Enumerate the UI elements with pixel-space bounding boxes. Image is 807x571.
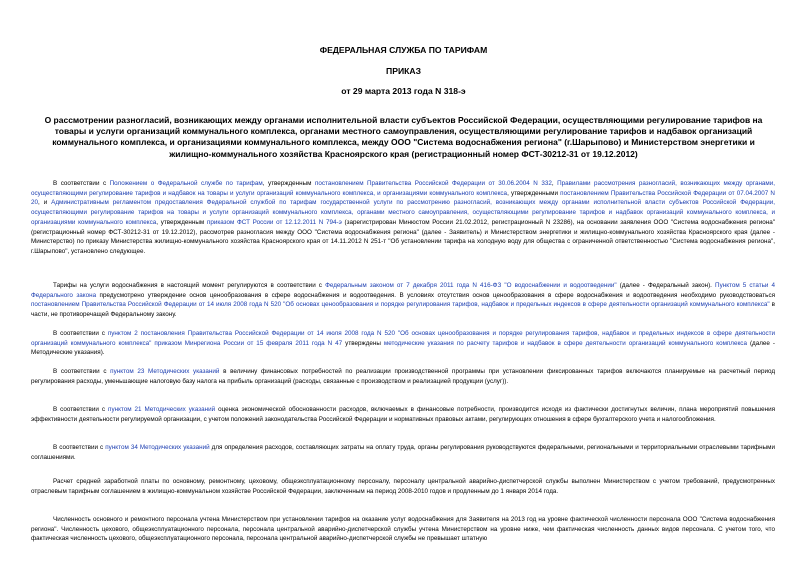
paragraph-text: В соответствии с bbox=[53, 330, 108, 337]
paragraph-text: , bbox=[551, 180, 558, 187]
paragraph-text: Численность основного и ремонтного персонала учтена Министерством при установлении тарифов на оказание услуг водоснабжения для Заявителя на 2013 год на уровне фактической численности персонала ООО "Система водоснабжения региона". Численность цехового, общеэксплуатационного персонала, персонала центральной аварийно-диспетчерской службы учтена Министерством на уровне ниже, чем фактическая численность данных видов персонала. С учетом того, что фактическая численность цехового, общеэксплуатационного персонала, персонала центральной аварийно-диспетчерской службы не превышает штатную bbox=[31, 516, 775, 543]
document-link[interactable]: приказом Минрегиона России от 15 февраля 2011 года N 47 bbox=[154, 339, 343, 347]
paragraph-1 bbox=[31, 179, 775, 257]
paragraph-text: оценка экономической обоснованности расходов, включаемых в финансовые потребности, производится исходя из фактически достигнутых величин, плана мероприятий повышения эффективности деятельности регулируемой организации, с учетом положений законодательства Российской Федерации и нормативных правовых актами, регулирующих отношения в сфере бухгалтерского учета и налогообложения. bbox=[31, 406, 775, 423]
paragraph-text: , и bbox=[38, 199, 52, 207]
document-link[interactable]: методические указания по расчету тарифов и надбавок в сфере деятельности организаций коммунального комплекса bbox=[383, 339, 747, 347]
doc-date-number: от 29 марта 2013 года N 318-э bbox=[341, 86, 466, 96]
document-link[interactable]: пунктом 2 постановления Правительства Российской Федерации от 14 июля 2008 года N 520 "Об основах ценообразования и порядке регулирования тарифов, надбавок и предельных индексов в сфере деятельности организаций коммунального комплекса" bbox=[31, 330, 775, 347]
paragraph-text: , утвержденным bbox=[156, 218, 207, 226]
paragraph-text: предусмотрено утверждение основ ценообразования в сфере водоснабжения и водоотведения. В условиях отсутствия основ ценообразования в сфере водоснабжения и водоотведения необходимо руководствоваться bbox=[96, 291, 776, 299]
paragraph-text: в величину финансовых потребностей по реализации производственной программы при установлении фиксированных тарифов включаются планируемые на расчетный период регулирования расходы, уменьшающие налоговую базу налога на прибыль организаций (расходы, связанные с производством и реализацией продукции (услуг)). bbox=[31, 368, 776, 385]
document-link[interactable]: приказом ФСТ России от 12.12.2011 N 794-э bbox=[206, 218, 342, 226]
document-link[interactable]: пунктом 34 Методических указаний bbox=[105, 444, 210, 451]
document-link[interactable]: Пунктом 5 статьи 4 Федерального закона bbox=[31, 282, 775, 299]
document-link[interactable]: постановлением Правительства Российской Федерации от 30.06.2004 N 332 bbox=[314, 180, 552, 187]
paragraph-text: в части, не противоречащей Федеральному закону. bbox=[31, 301, 775, 319]
paragraph-text: (далее - Федеральный закон). bbox=[616, 282, 716, 289]
paragraph-8 bbox=[31, 515, 775, 544]
paragraph-5 bbox=[31, 405, 775, 424]
paragraph-text: В соответствии с bbox=[53, 444, 106, 451]
document-link[interactable]: Административным регламентом предоставления Федеральной службой по тарифам государственной услуги по рассмотрению разногласий, возникающих между органами исполнительной власти субъектов Российской Федерации, осуществляющими регулирование тарифов на товары и услуги организаций коммунального комплекса, органами местного самоуправления, осуществляющими регулирование тарифов и надбавок организаций коммунального комплекса, и организациями коммунального комплекса bbox=[31, 199, 775, 226]
paragraph-text: для определения расходов, составляющих затраты на оплату труда, органы регулирования руководствуются федеральными, региональными и территориальными отраслевыми тарифными соглашениями. bbox=[31, 444, 776, 461]
document-link[interactable]: постановлением Правительства Российской Федерации от 07.04.2007 N 20 bbox=[31, 189, 775, 207]
paragraph-7 bbox=[31, 477, 775, 496]
document-link[interactable]: постановлением Правительства Российской Федерации от 14 июля 2008 года N 520 "Об основах ценообразования и порядке регулирования тарифов, надбавок и предельных индексов в сфере деятельности организаций коммунального комплекса" bbox=[31, 301, 770, 309]
paragraph-text: Расчет средней заработной платы по основному, ремонтному, цеховому, общеэксплуатационному персоналу, персоналу центральной аварийно-диспетчерской службы выполнен Министерством с учетом требований, предусмотренных отраслевым тарифным соглашением в жилищно-коммунальном хозяйстве Российской Федерации, заключенным на период 2008-2010 годов и продленным до 1 января 2014 года. bbox=[31, 478, 775, 495]
document-link[interactable]: пунктом 21 Методических указаний bbox=[108, 406, 216, 413]
paragraph-text: В соответствии с bbox=[53, 180, 110, 187]
document-link[interactable]: Федеральным законом от 7 декабря 2011 года N 416-ФЗ "О водоснабжении и водоотведении" bbox=[325, 282, 617, 289]
paragraph-text: Тарифы на услуги водоснабжения в настоящий момент регулируются в соответствии с bbox=[53, 282, 326, 289]
paragraph-text: (зарегистрирован Минюстом России 21.02.2012, регистрационный N 23286), на основании заявления ООО "Система водоснабжения региона" (регистрационный номер ФСТ-30212-31 от 19.12.2012), рассмотрев разногласия между ООО "Система водоснабжения региона" (далее - Заявитель) и Министерством энергетики и жилищно-коммунального хозяйства Красноярского края (далее - Министерство) по приказу Министерства жилищно-коммунального хозяйства Красноярского края от 14.11.2012 N 251-т "Об установлении тарифа на холодную воду для общества с ограниченной ответственностью "Система водоснабжения региона", г.Шарыпово", установлено следующее. bbox=[31, 218, 775, 255]
paragraph-text: , утвержденным bbox=[262, 180, 315, 187]
paragraph-3 bbox=[31, 329, 775, 358]
paragraph-2 bbox=[31, 281, 775, 320]
agency-heading: ФЕДЕРАЛЬНАЯ СЛУЖБА ПО ТАРИФАМ bbox=[319, 45, 488, 55]
paragraph-text: В соответствии с bbox=[53, 406, 109, 413]
document-link[interactable]: пунктом 23 Методических указаний bbox=[110, 368, 220, 375]
paragraph-text: , утвержденными bbox=[507, 189, 561, 197]
doc-type-heading: ПРИКАЗ bbox=[386, 66, 421, 76]
paragraph-text: В соответствии с bbox=[53, 368, 111, 375]
document-title: О рассмотрении разногласий, возникающих между органами исполнительной власти субъектов Российской Федерации, осуществляющими регулирование тарифов на товары и услуги организаций коммунального комплекса, органами местного самоуправления, осуществляющими регулирование тарифов и надбавок организаций коммунального комплекса, и организациями коммунального комплекса, между ООО "Система водоснабжения региона" (г.Шарыпово) и Министерством энергетики и жилищно-коммунального хозяйства Красноярского края (регистрационный номер ФСТ-30212-31 от 19.12.2012) bbox=[44, 115, 763, 159]
document-link[interactable]: Правилами рассмотрения разногласий, возникающих между органами, осуществляющими регулирование тарифов и надбавок на товары и услуги организаций коммунального комплекса, и организациями коммунального комплекса bbox=[31, 180, 776, 197]
paragraph-text: (далее - Методические указания). bbox=[31, 339, 775, 357]
paragraph-6 bbox=[31, 443, 775, 462]
document-link[interactable]: Положением о Федеральной службе по тарифам bbox=[109, 180, 263, 187]
paragraph-4 bbox=[31, 367, 775, 386]
paragraph-text: утверждены bbox=[342, 339, 384, 347]
